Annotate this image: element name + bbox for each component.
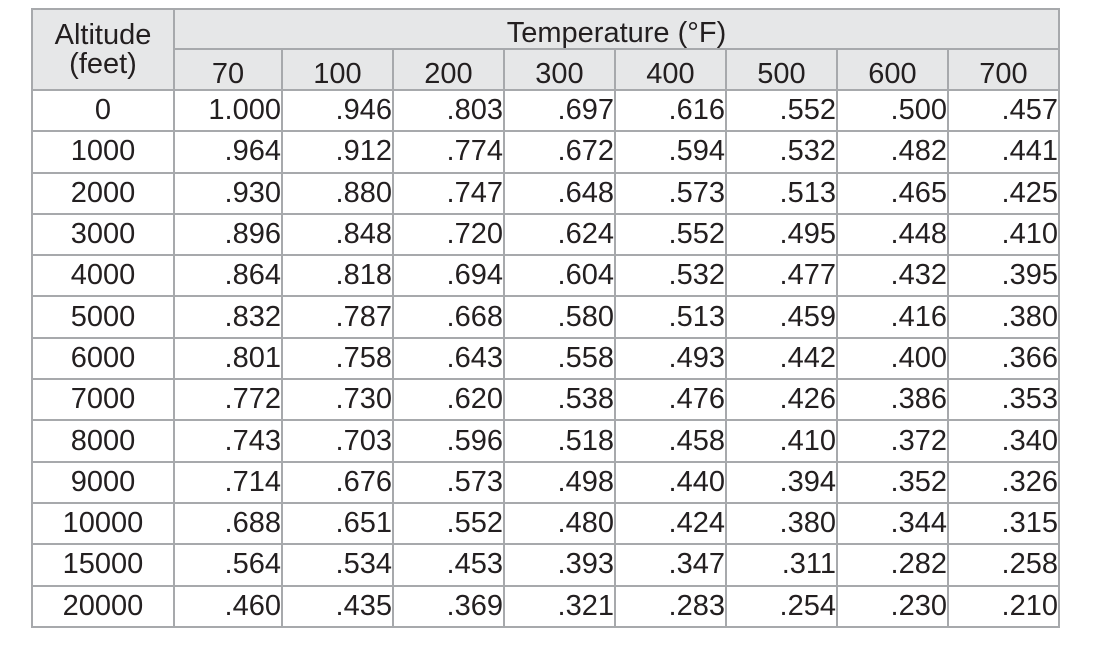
column-header-70: 70 bbox=[174, 49, 282, 90]
value-cell: .424 bbox=[615, 503, 726, 544]
value-cell: .624 bbox=[504, 214, 615, 255]
table-row bbox=[32, 586, 1059, 627]
value-cell: .564 bbox=[174, 544, 282, 585]
value-cell: .410 bbox=[948, 214, 1059, 255]
value-cell: .558 bbox=[504, 338, 615, 379]
value-cell: .426 bbox=[726, 379, 837, 420]
value-cell: .495 bbox=[726, 214, 837, 255]
temperature-column-headers bbox=[32, 49, 1059, 90]
table-row bbox=[32, 90, 1059, 131]
value-cell: .395 bbox=[948, 255, 1059, 296]
value-cell: .772 bbox=[174, 379, 282, 420]
altitude-cell: 5000 bbox=[32, 296, 174, 337]
value-cell: .930 bbox=[174, 173, 282, 214]
value-cell: .369 bbox=[393, 586, 504, 627]
value-cell: .283 bbox=[615, 586, 726, 627]
value-cell: .803 bbox=[393, 90, 504, 131]
column-header-200: 200 bbox=[393, 49, 504, 90]
value-cell: .513 bbox=[726, 173, 837, 214]
altitude-temperature-table bbox=[31, 8, 1060, 628]
table-row bbox=[32, 173, 1059, 214]
value-cell: .326 bbox=[948, 462, 1059, 503]
value-cell: .620 bbox=[393, 379, 504, 420]
value-cell: .596 bbox=[393, 420, 504, 461]
altitude-cell: 4000 bbox=[32, 255, 174, 296]
altitude-cell: 7000 bbox=[32, 379, 174, 420]
temperature-header: Temperature (°F) bbox=[174, 9, 1059, 49]
altitude-cell: 1000 bbox=[32, 131, 174, 172]
value-cell: .688 bbox=[174, 503, 282, 544]
value-cell: .498 bbox=[504, 462, 615, 503]
value-cell: .416 bbox=[837, 296, 948, 337]
value-cell: .344 bbox=[837, 503, 948, 544]
table-container bbox=[31, 8, 1060, 628]
altitude-cell: 6000 bbox=[32, 338, 174, 379]
altitude-header bbox=[32, 9, 174, 90]
table-row bbox=[32, 544, 1059, 585]
value-cell: .880 bbox=[282, 173, 393, 214]
table-row bbox=[32, 131, 1059, 172]
value-cell: .440 bbox=[615, 462, 726, 503]
value-cell: .946 bbox=[282, 90, 393, 131]
value-cell: .552 bbox=[615, 214, 726, 255]
value-cell: .493 bbox=[615, 338, 726, 379]
table-row bbox=[32, 296, 1059, 337]
value-cell: .458 bbox=[615, 420, 726, 461]
value-cell: .964 bbox=[174, 131, 282, 172]
value-cell: .912 bbox=[282, 131, 393, 172]
value-cell: .410 bbox=[726, 420, 837, 461]
value-cell: .321 bbox=[504, 586, 615, 627]
altitude-cell: 2000 bbox=[32, 173, 174, 214]
value-cell: .386 bbox=[837, 379, 948, 420]
value-cell: .432 bbox=[837, 255, 948, 296]
column-header-700: 700 bbox=[948, 49, 1059, 90]
value-cell: .518 bbox=[504, 420, 615, 461]
altitude-cell: 0 bbox=[32, 90, 174, 131]
value-cell: .801 bbox=[174, 338, 282, 379]
altitude-header-line2: (feet) bbox=[69, 47, 137, 80]
value-cell: .747 bbox=[393, 173, 504, 214]
value-cell: .594 bbox=[615, 131, 726, 172]
value-cell: .282 bbox=[837, 544, 948, 585]
value-cell: .668 bbox=[393, 296, 504, 337]
value-cell: .352 bbox=[837, 462, 948, 503]
value-cell: .457 bbox=[948, 90, 1059, 131]
table-row bbox=[32, 255, 1059, 296]
value-cell: .480 bbox=[504, 503, 615, 544]
value-cell: .848 bbox=[282, 214, 393, 255]
altitude-header-line1: Altitude bbox=[54, 18, 152, 51]
value-cell: .532 bbox=[726, 131, 837, 172]
value-cell: .393 bbox=[504, 544, 615, 585]
value-cell: .442 bbox=[726, 338, 837, 379]
value-cell: .441 bbox=[948, 131, 1059, 172]
value-cell: .254 bbox=[726, 586, 837, 627]
value-cell: .500 bbox=[837, 90, 948, 131]
value-cell: .340 bbox=[948, 420, 1059, 461]
altitude-cell: 10000 bbox=[32, 503, 174, 544]
table-row bbox=[32, 420, 1059, 461]
value-cell: .703 bbox=[282, 420, 393, 461]
column-header-500: 500 bbox=[726, 49, 837, 90]
value-cell: .832 bbox=[174, 296, 282, 337]
value-cell: .573 bbox=[615, 173, 726, 214]
table-body bbox=[32, 90, 1059, 627]
value-cell: .230 bbox=[837, 586, 948, 627]
value-cell: .720 bbox=[393, 214, 504, 255]
value-cell: .651 bbox=[282, 503, 393, 544]
value-cell: .380 bbox=[948, 296, 1059, 337]
value-cell: .676 bbox=[282, 462, 393, 503]
value-cell: .580 bbox=[504, 296, 615, 337]
value-cell: .448 bbox=[837, 214, 948, 255]
value-cell: .482 bbox=[837, 131, 948, 172]
value-cell: .604 bbox=[504, 255, 615, 296]
value-cell: .477 bbox=[726, 255, 837, 296]
column-header-300: 300 bbox=[504, 49, 615, 90]
value-cell: .425 bbox=[948, 173, 1059, 214]
value-cell: .315 bbox=[948, 503, 1059, 544]
value-cell: .694 bbox=[393, 255, 504, 296]
altitude-cell: 15000 bbox=[32, 544, 174, 585]
altitude-cell: 3000 bbox=[32, 214, 174, 255]
value-cell: .697 bbox=[504, 90, 615, 131]
table-row bbox=[32, 214, 1059, 255]
table-row bbox=[32, 379, 1059, 420]
value-cell: .453 bbox=[393, 544, 504, 585]
value-cell: .476 bbox=[615, 379, 726, 420]
value-cell: 1.000 bbox=[174, 90, 282, 131]
value-cell: .774 bbox=[393, 131, 504, 172]
value-cell: .210 bbox=[948, 586, 1059, 627]
altitude-cell: 8000 bbox=[32, 420, 174, 461]
value-cell: .758 bbox=[282, 338, 393, 379]
value-cell: .532 bbox=[615, 255, 726, 296]
value-cell: .347 bbox=[615, 544, 726, 585]
column-header-600: 600 bbox=[837, 49, 948, 90]
value-cell: .400 bbox=[837, 338, 948, 379]
altitude-cell: 20000 bbox=[32, 586, 174, 627]
altitude-cell: 9000 bbox=[32, 462, 174, 503]
table-row bbox=[32, 338, 1059, 379]
value-cell: .380 bbox=[726, 503, 837, 544]
value-cell: .459 bbox=[726, 296, 837, 337]
table-row bbox=[32, 503, 1059, 544]
value-cell: .258 bbox=[948, 544, 1059, 585]
value-cell: .394 bbox=[726, 462, 837, 503]
value-cell: .534 bbox=[282, 544, 393, 585]
value-cell: .513 bbox=[615, 296, 726, 337]
value-cell: .460 bbox=[174, 586, 282, 627]
value-cell: .372 bbox=[837, 420, 948, 461]
value-cell: .714 bbox=[174, 462, 282, 503]
value-cell: .366 bbox=[948, 338, 1059, 379]
value-cell: .730 bbox=[282, 379, 393, 420]
value-cell: .743 bbox=[174, 420, 282, 461]
value-cell: .353 bbox=[948, 379, 1059, 420]
value-cell: .616 bbox=[615, 90, 726, 131]
value-cell: .896 bbox=[174, 214, 282, 255]
value-cell: .818 bbox=[282, 255, 393, 296]
value-cell: .864 bbox=[174, 255, 282, 296]
value-cell: .648 bbox=[504, 173, 615, 214]
value-cell: .435 bbox=[282, 586, 393, 627]
value-cell: .465 bbox=[837, 173, 948, 214]
column-header-100: 100 bbox=[282, 49, 393, 90]
column-header-400: 400 bbox=[615, 49, 726, 90]
value-cell: .552 bbox=[393, 503, 504, 544]
value-cell: .643 bbox=[393, 338, 504, 379]
value-cell: .538 bbox=[504, 379, 615, 420]
value-cell: .552 bbox=[726, 90, 837, 131]
table-row bbox=[32, 462, 1059, 503]
value-cell: .573 bbox=[393, 462, 504, 503]
value-cell: .672 bbox=[504, 131, 615, 172]
value-cell: .787 bbox=[282, 296, 393, 337]
value-cell: .311 bbox=[726, 544, 837, 585]
